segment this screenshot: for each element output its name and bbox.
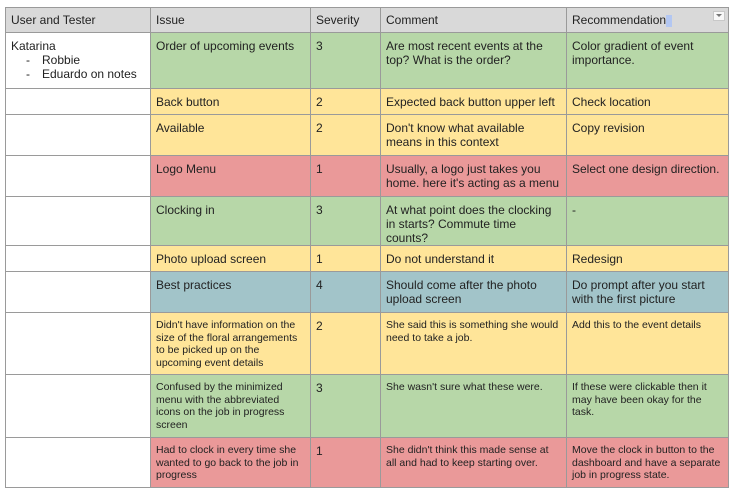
tester-cell[interactable] xyxy=(6,246,151,272)
issue-cell[interactable]: Didn't have information on the size of the floral arrangements to be picked up on the upcoming event details xyxy=(151,313,311,375)
comment-cell[interactable]: Should come after the photo upload screen xyxy=(381,272,567,313)
table-row xyxy=(6,197,729,246)
table-row xyxy=(6,115,729,156)
issue-cell[interactable]: Confused by the minimized menu with the abbreviated icons on the job in progress screen xyxy=(151,375,311,438)
table-row xyxy=(6,33,729,89)
usability-findings-table xyxy=(5,7,729,488)
tester-cell[interactable] xyxy=(6,197,151,246)
comment-cell[interactable]: She didn't think this made sense at all and had to keep starting over. xyxy=(381,438,567,488)
comment-cell[interactable]: Do not understand it xyxy=(381,246,567,272)
tester-cell[interactable] xyxy=(6,375,151,438)
tester-cell[interactable] xyxy=(6,33,151,89)
recommendation-cell[interactable]: - xyxy=(567,197,729,246)
comment-cell[interactable]: She wasn't sure what these were. xyxy=(381,375,567,438)
header-severity[interactable]: Severity xyxy=(311,8,381,33)
recommendation-cell[interactable]: If these were clickable then it may have been okay for the task. xyxy=(567,375,729,438)
severity-cell[interactable]: 1 xyxy=(311,246,381,272)
severity-cell[interactable]: 2 xyxy=(311,115,381,156)
tester-cell[interactable] xyxy=(6,438,151,488)
header-comment[interactable]: Comment xyxy=(381,8,567,33)
severity-cell[interactable]: 2 xyxy=(311,89,381,115)
issue-cell[interactable]: Clocking in xyxy=(151,197,311,246)
recommendation-cell[interactable]: Redesign xyxy=(567,246,729,272)
text-selection-cursor xyxy=(666,15,672,27)
tester-sub-item: - Eduardo on notes xyxy=(26,67,145,81)
severity-cell[interactable]: 4 xyxy=(311,272,381,313)
recommendation-cell[interactable]: Select one design direction. xyxy=(567,156,729,197)
tester-cell[interactable] xyxy=(6,313,151,375)
table-row xyxy=(6,438,729,488)
tester-cell[interactable] xyxy=(6,156,151,197)
recommendation-cell[interactable]: Copy revision xyxy=(567,115,729,156)
severity-cell[interactable]: 3 xyxy=(311,375,381,438)
severity-cell[interactable]: 2 xyxy=(311,313,381,375)
table-row xyxy=(6,89,729,115)
issue-cell[interactable]: Available xyxy=(151,115,311,156)
comment-cell[interactable]: She said this is something she would need to take a job. xyxy=(381,313,567,375)
recommendation-cell[interactable]: Color gradient of event importance. xyxy=(567,33,729,89)
table-row xyxy=(6,156,729,197)
tester-cell[interactable] xyxy=(6,272,151,313)
issue-cell[interactable]: Photo upload screen xyxy=(151,246,311,272)
issue-cell[interactable]: Had to clock in every time she wanted to go back to the job in progress xyxy=(151,438,311,488)
filter-dropdown-icon[interactable] xyxy=(713,11,725,21)
header-recommendation[interactable] xyxy=(567,8,729,33)
table-row xyxy=(6,272,729,313)
severity-cell[interactable]: 3 xyxy=(311,197,381,246)
table-row xyxy=(6,246,729,272)
comment-cell[interactable]: At what point does the clocking in starts? Commute time counts? xyxy=(381,197,567,246)
tester-cell[interactable] xyxy=(6,115,151,156)
table-row xyxy=(6,313,729,375)
issue-cell[interactable]: Best practices xyxy=(151,272,311,313)
tester-sub-list xyxy=(11,53,145,81)
recommendation-cell[interactable]: Do prompt after you start with the first picture xyxy=(567,272,729,313)
header-user-tester[interactable]: User and Tester xyxy=(6,8,151,33)
tester-cell[interactable] xyxy=(6,89,151,115)
table-row xyxy=(6,375,729,438)
comment-cell[interactable]: Don't know what available means in this context xyxy=(381,115,567,156)
header-issue[interactable]: Issue xyxy=(151,8,311,33)
tester-name: Katarina xyxy=(11,39,56,53)
tester-sub-item: - Robbie xyxy=(26,53,145,67)
severity-cell[interactable]: 3 xyxy=(311,33,381,89)
issue-cell[interactable]: Logo Menu xyxy=(151,156,311,197)
recommendation-cell[interactable]: Add this to the event details xyxy=(567,313,729,375)
comment-cell[interactable]: Are most recent events at the top? What is the order? xyxy=(381,33,567,89)
recommendation-cell[interactable]: Move the clock in button to the dashboard and have a separate job in progress state. xyxy=(567,438,729,488)
issue-cell[interactable]: Order of upcoming events xyxy=(151,33,311,89)
severity-cell[interactable]: 1 xyxy=(311,156,381,197)
recommendation-cell[interactable]: Check location xyxy=(567,89,729,115)
comment-cell[interactable]: Expected back button upper left xyxy=(381,89,567,115)
severity-cell[interactable]: 1 xyxy=(311,438,381,488)
comment-cell[interactable]: Usually, a logo just takes you home. here it's acting as a menu xyxy=(381,156,567,197)
issue-cell[interactable]: Back button xyxy=(151,89,311,115)
header-row xyxy=(6,8,729,33)
header-recommendation-label: Recommendation xyxy=(572,13,667,27)
